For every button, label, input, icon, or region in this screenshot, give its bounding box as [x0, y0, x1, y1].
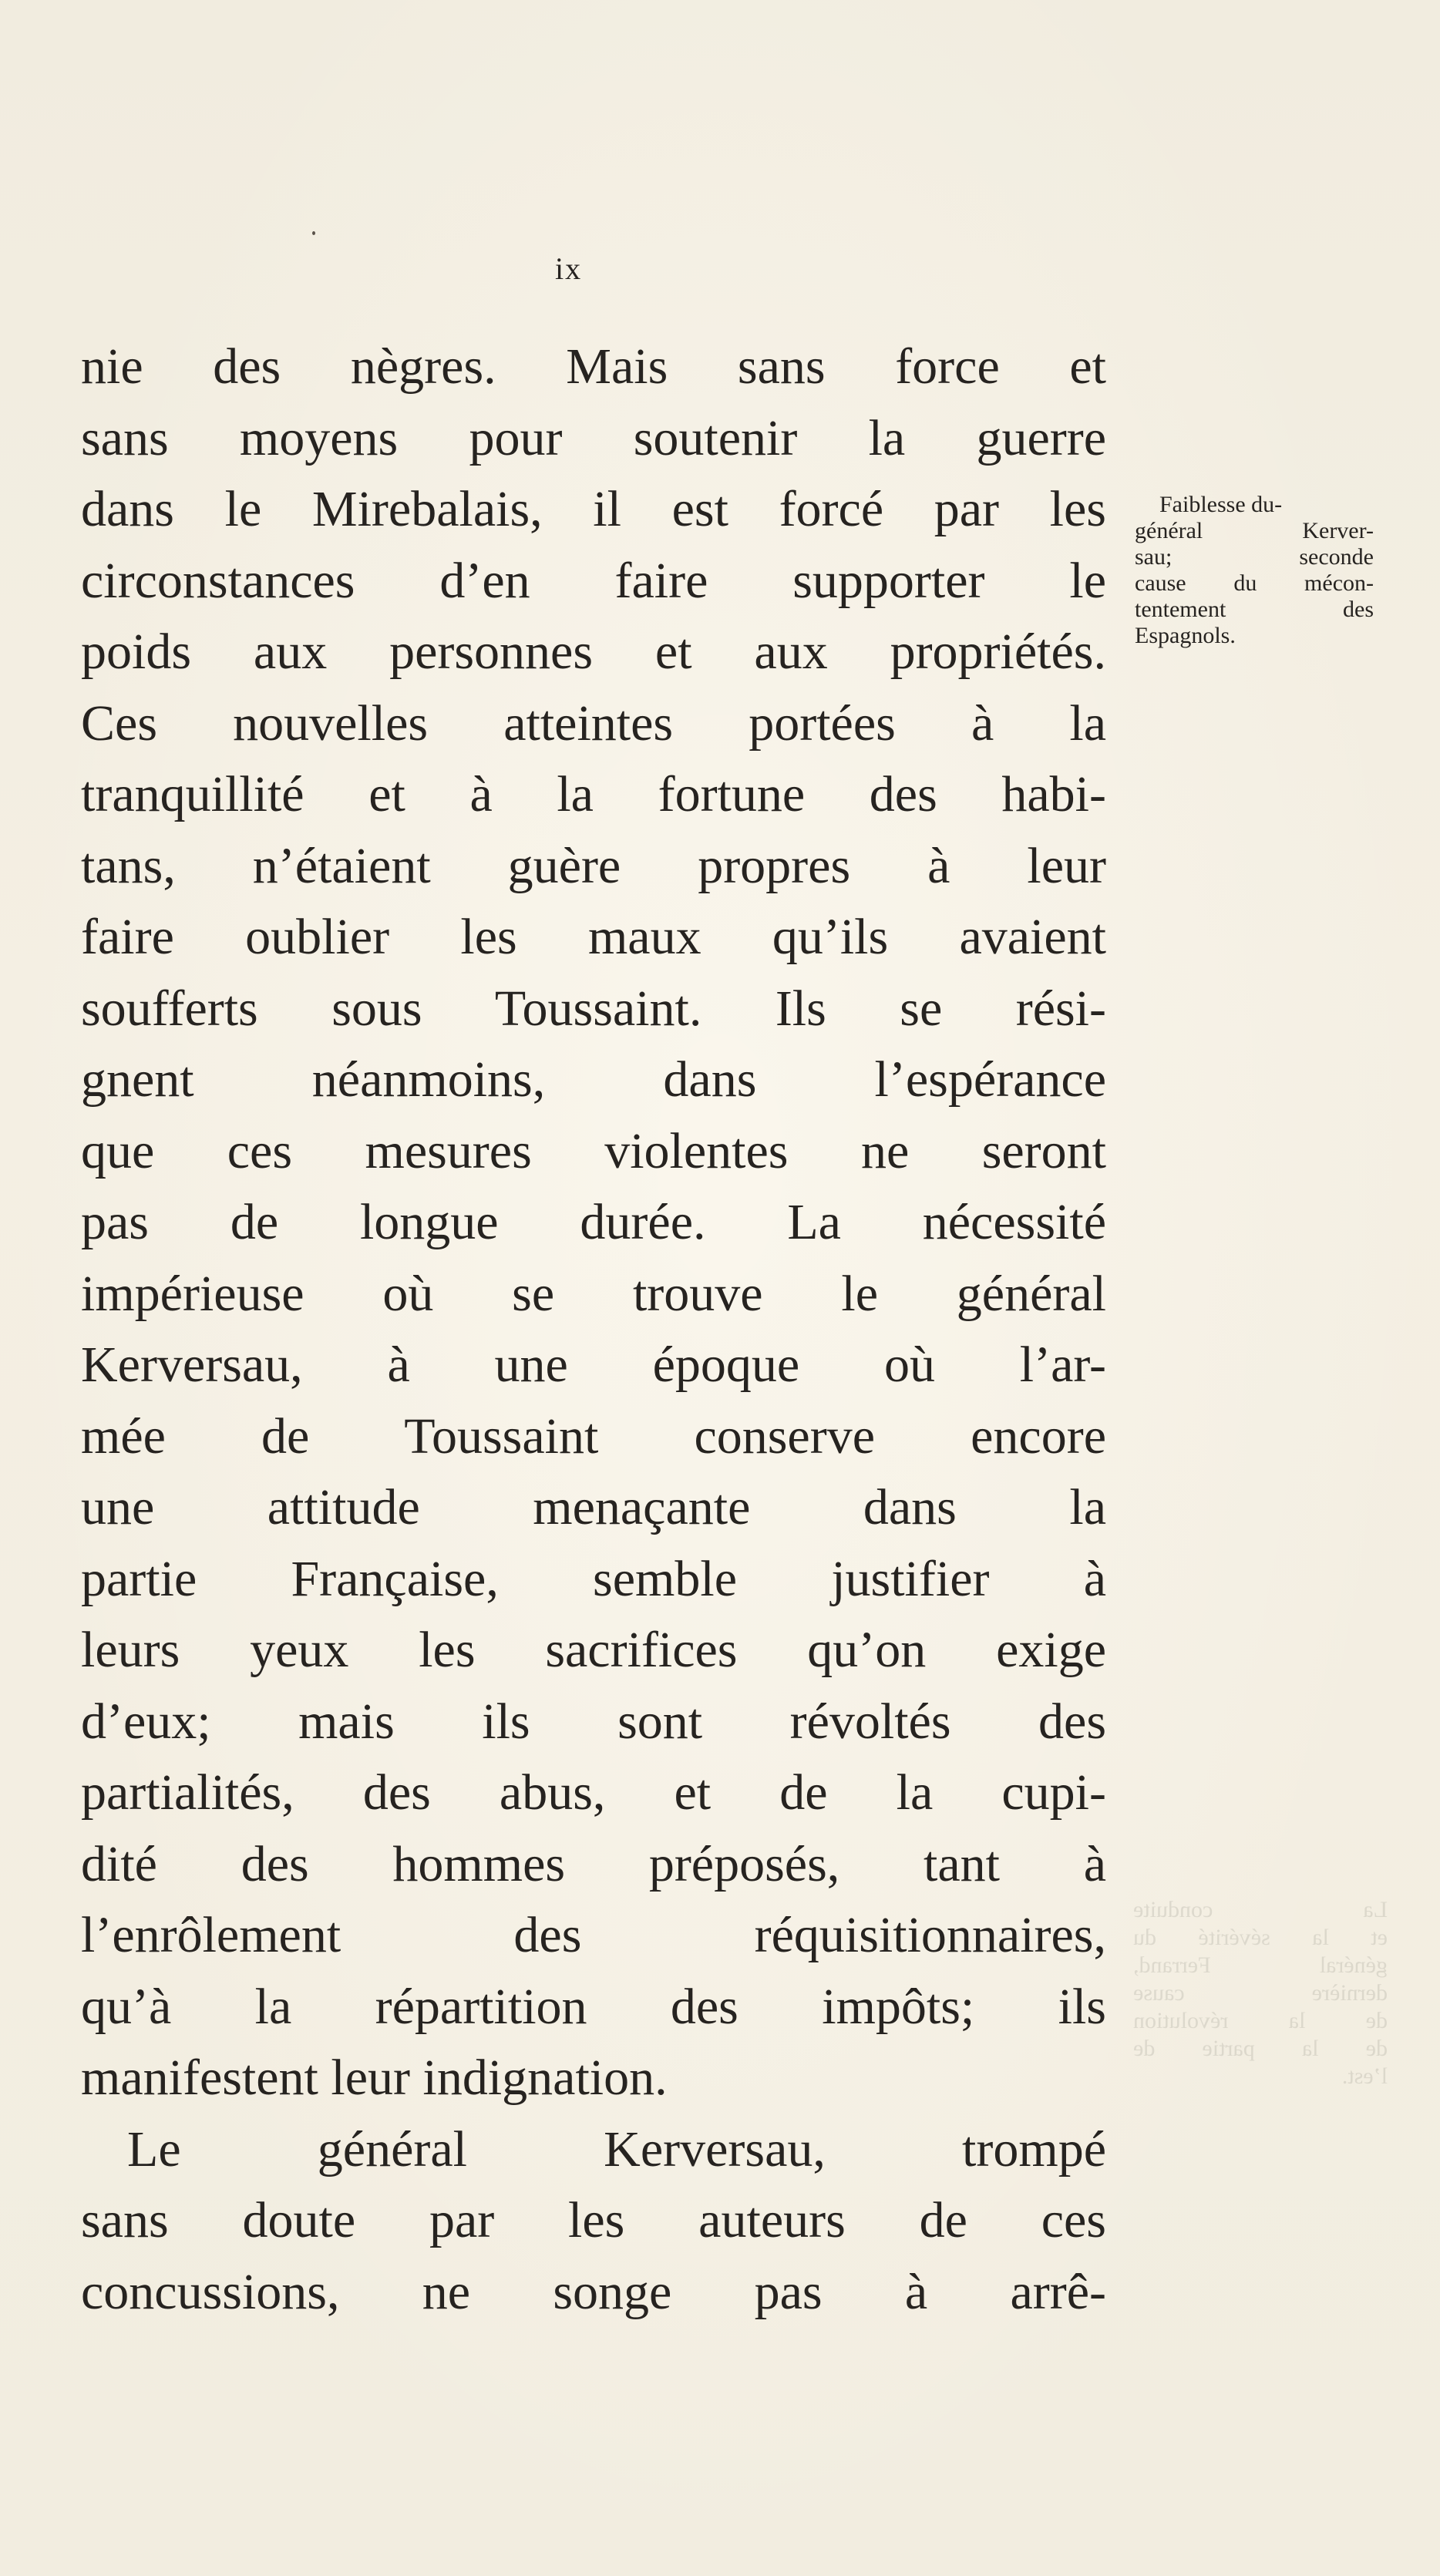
text-line: circonstances d’en faire supporter le: [81, 552, 1106, 609]
text-line: d’eux; mais ils sont révoltés des: [81, 1693, 1106, 1750]
marginal-note-line: tentement des: [1135, 597, 1374, 622]
text-line: sans moyens pour soutenir la guerre: [81, 409, 1106, 466]
main-text-block: [81, 331, 1106, 2328]
marginal-note-line: Faiblesse du-: [1159, 492, 1283, 517]
marginal-note-line: général Kerver-: [1135, 518, 1374, 543]
text-line: que ces mesures violentes ne seront: [81, 1122, 1106, 1179]
text-line: mée de Toussaint conserve encore: [81, 1407, 1106, 1465]
text-line: soufferts sous Toussaint. Ils se rési-: [81, 980, 1106, 1037]
marginal-note-line: cause du mécon-: [1135, 570, 1374, 596]
text-line: manifestent leur indignation.: [81, 2050, 668, 2106]
text-line: faire oublier les maux qu’ils avaient: [81, 909, 1106, 965]
bleed-through-line: de la partie de: [1133, 2036, 1388, 2061]
text-line: Kerversau, à une époque où l’ar-: [81, 1337, 1106, 1393]
text-line: gnent néanmoins, dans l’espérance: [81, 1051, 1106, 1108]
marginal-note-line: sau; seconde: [1135, 544, 1374, 570]
marginal-note: [1135, 492, 1374, 649]
text-line: partie Française, semble justifier à: [81, 1550, 1106, 1607]
bleed-through-line: dernière cause: [1133, 1980, 1388, 2006]
text-line: dans le Mirebalais, il est forcé par les: [81, 481, 1106, 537]
page-number: ix: [555, 251, 583, 286]
bleed-through-line: l’est.: [1341, 2063, 1388, 2089]
text-line: partialités, des abus, et de la cupi-: [81, 1764, 1106, 1821]
marginal-note-line: Espagnols.: [1135, 623, 1236, 648]
bleed-through-text: [1133, 1896, 1388, 2090]
text-line: impérieuse où se trouve le général: [81, 1265, 1106, 1322]
bleed-through-line: La conduite: [1133, 1897, 1388, 1922]
text-line: qu’à la répartition des impôts; ils: [81, 1978, 1106, 2035]
text-line: concussions, ne songe pas à arrê-: [81, 2263, 1106, 2320]
bleed-through-line: général Ferrand,: [1133, 1952, 1388, 1978]
text-line: Ces nouvelles atteintes portées à la: [81, 694, 1106, 752]
text-line: tans, n’étaient guère propres à leur: [81, 837, 1106, 894]
text-line: nie des nègres. Mais sans force et: [81, 338, 1106, 395]
text-line: dité des hommes préposés, tant à: [81, 1835, 1106, 1892]
text-line: une attitude menaçante dans la: [81, 1479, 1106, 1535]
bleed-through-line: et la sévérité du: [1133, 1925, 1388, 1950]
text-line: poids aux personnes et aux propriétés.: [81, 624, 1106, 680]
bleed-through-line: de la révolution: [1133, 2008, 1388, 2033]
paper-speck: [312, 231, 315, 235]
paragraph-start-line: Le général Kerversau, trompé: [127, 2120, 1106, 2177]
text-line: l’enrôlement des réquisitionnaires,: [81, 1907, 1106, 1963]
text-line: pas de longue durée. La nécessité: [81, 1194, 1106, 1250]
text-line: sans doute par les auteurs de ces: [81, 2192, 1106, 2248]
text-line: tranquillité et à la fortune des habi-: [81, 766, 1106, 822]
text-line: leurs yeux les sacrifices qu’on exige: [81, 1622, 1106, 1678]
